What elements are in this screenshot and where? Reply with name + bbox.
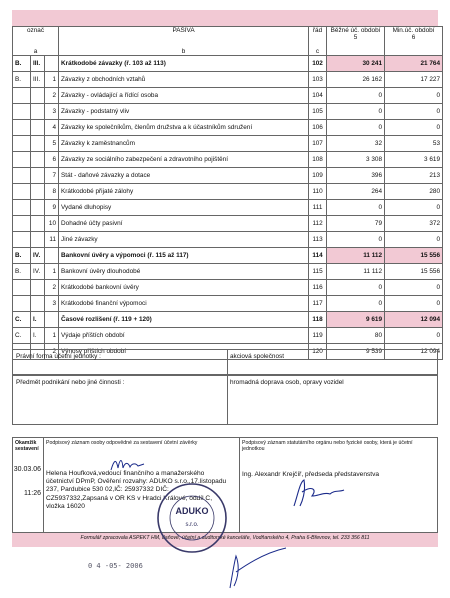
table-row (13, 72, 443, 88)
current-period-value: 264 (327, 184, 385, 200)
business-section (12, 375, 438, 425)
table-row (13, 328, 443, 344)
responsible-text: Helena Houfková,vedoucí finančního a manažerského účetnictví DPmP, Ověření rozvahy: ADUKO s.r.o.,17.listopadu 237, Pardubice 530 02,IČ: 25937332 DIČ: CZ5937332,Zapsaná v OR KS v Hradci Králové, oddíl C, vložka 16020 (46, 470, 227, 510)
business-label: Předmět podnikání nebo jiné činnosti : (16, 379, 125, 386)
row-label: Krátkodobé finanční výpomoci (59, 296, 309, 312)
current-period-value: 32 (327, 136, 385, 152)
previous-period-value: 0 (385, 104, 443, 120)
designation-number: 4 (45, 120, 59, 136)
previous-period-value: 53 (385, 136, 443, 152)
designation-roman (31, 104, 45, 120)
designation-letter (13, 120, 31, 136)
previous-period-value: 17 227 (385, 72, 443, 88)
balance-sheet-page (12, 10, 441, 558)
row-label: Vydané dluhopisy (59, 200, 309, 216)
table-row (13, 280, 443, 296)
current-period-value: 11 112 (327, 248, 385, 264)
designation-number: 1 (45, 328, 59, 344)
row-number: 112 (309, 216, 327, 232)
designation-roman: IV. (31, 264, 45, 280)
business-value: hromadná doprava osob, opravy vozidel (230, 379, 344, 386)
previous-period-value: 15 556 (385, 248, 443, 264)
current-period-value: 0 (327, 280, 385, 296)
current-period-value: 9 619 (327, 312, 385, 328)
row-number: 104 (309, 88, 327, 104)
table-row (13, 216, 443, 232)
designation-number: 11 (45, 232, 59, 248)
designation-roman (31, 280, 45, 296)
table-row (13, 168, 443, 184)
row-number: 111 (309, 200, 327, 216)
row-label: Závazky - podstatný vliv (59, 104, 309, 120)
current-period-value: 0 (327, 88, 385, 104)
designation-letter (13, 280, 31, 296)
designation-letter (13, 136, 31, 152)
row-number: 105 (309, 104, 327, 120)
form-footer: Formulář zpracovala ASPEKT HM, daňové, účetní a auditorské kanceláře, Vodňanského 4, Praha 6-Břevnov, tel. 233 356 811 (80, 535, 370, 541)
row-label: Jiné závazky (59, 232, 309, 248)
row-label: Výdaje příštích období (59, 328, 309, 344)
compile-date: 30.03.06 (13, 466, 41, 473)
table-row (13, 184, 443, 200)
row-label: Výnosy příštích období (59, 344, 309, 360)
previous-period-value: 213 (385, 168, 443, 184)
row-number: 106 (309, 120, 327, 136)
row-number: 116 (309, 280, 327, 296)
moment-label: Okamžik sestavení (15, 440, 39, 452)
legal-form-value: akciová společnost (230, 353, 284, 360)
designation-number: 6 (45, 152, 59, 168)
designation-roman: I. (31, 312, 45, 328)
legal-form-label: Právní forma účetní jednotky : (16, 353, 101, 360)
table-row (13, 152, 443, 168)
row-label: Závazky - ovládající a řídící osoba (59, 88, 309, 104)
statutory-signature (284, 476, 348, 510)
designation-number: 1 (45, 264, 59, 280)
svg-text:s.r.o.: s.r.o. (185, 522, 199, 528)
row-label: Časové rozlišení (ř. 119 + 120) (59, 312, 309, 328)
designation-number: 2 (45, 88, 59, 104)
designation-roman (31, 216, 45, 232)
table-row (13, 232, 443, 248)
previous-period-value: 372 (385, 216, 443, 232)
designation-number: 2 (45, 280, 59, 296)
previous-period-value: 0 (385, 200, 443, 216)
row-number: 107 (309, 136, 327, 152)
designation-number: 5 (45, 136, 59, 152)
liabilities-table (12, 26, 443, 360)
designation-letter (13, 168, 31, 184)
row-label: Bankovní úvěry a výpomoci (ř. 115 až 117) (59, 248, 309, 264)
table-row (13, 104, 443, 120)
designation-letter: B. (13, 248, 31, 264)
row-number: 114 (309, 248, 327, 264)
designation-number (45, 56, 59, 72)
top-pink-band (12, 10, 438, 26)
table-row (13, 200, 443, 216)
previous-period-value: 12 094 (385, 344, 443, 360)
row-label: Bankovní úvěry dlouhodobé (59, 264, 309, 280)
current-period-value: 30 241 (327, 56, 385, 72)
table-row (13, 312, 443, 328)
previous-period-value: 15 556 (385, 264, 443, 280)
designation-roman (31, 152, 45, 168)
current-period-value: 3 308 (327, 152, 385, 168)
designation-roman (31, 136, 45, 152)
designation-number: 10 (45, 216, 59, 232)
svg-text:ADUKO: ADUKO (175, 506, 209, 516)
designation-letter (13, 216, 31, 232)
current-period-value: 9 539 (327, 344, 385, 360)
receipt-date-stamp: 0 4 -05- 2006 (88, 562, 143, 570)
bottom-scribble-signature (210, 546, 290, 592)
moment-column (13, 438, 44, 532)
row-label: Závazky z obchodních vztahů (59, 72, 309, 88)
designation-number: 7 (45, 168, 59, 184)
previous-period-value: 0 (385, 232, 443, 248)
designation-number: 8 (45, 184, 59, 200)
previous-period-value: 0 (385, 280, 443, 296)
row-label: Závazky k zaměstnancům (59, 136, 309, 152)
table-body (13, 56, 443, 360)
statutory-text: Ing. Alexandr Krejčíř, předseda představenstva (242, 471, 380, 478)
previous-period-value: 3 619 (385, 152, 443, 168)
designation-letter (13, 152, 31, 168)
designation-roman (31, 184, 45, 200)
header-current-period: Běžné úč. období 5 (327, 27, 385, 56)
row-label: Závazky ze sociálního zabezpečení a zdravotního pojištění (59, 152, 309, 168)
designation-number: 2 (45, 344, 59, 360)
current-period-value: 79 (327, 216, 385, 232)
table-row (13, 296, 443, 312)
current-period-value: 0 (327, 232, 385, 248)
designation-roman: III. (31, 56, 45, 72)
compile-time: 11:26 (24, 490, 41, 497)
previous-period-value: 280 (385, 184, 443, 200)
row-number: 103 (309, 72, 327, 88)
current-period-value: 396 (327, 168, 385, 184)
row-number: 108 (309, 152, 327, 168)
table-row (13, 56, 443, 72)
designation-letter (13, 232, 31, 248)
previous-period-value: 12 094 (385, 312, 443, 328)
table-row (13, 88, 443, 104)
designation-roman: I. (31, 328, 45, 344)
designation-letter (13, 296, 31, 312)
designation-roman: III. (31, 72, 45, 88)
designation-number (45, 312, 59, 328)
row-label: Krátkodobé závazky (ř. 103 až 113) (59, 56, 309, 72)
row-label: Krátkodobé bankovní úvěry (59, 280, 309, 296)
designation-letter (13, 184, 31, 200)
designation-roman: IV. (31, 248, 45, 264)
row-label: Stát - daňové závazky a dotace (59, 168, 309, 184)
designation-letter: B. (13, 72, 31, 88)
designation-letter: C. (13, 328, 31, 344)
header-designation: označ a (13, 27, 59, 56)
current-period-value: 0 (327, 120, 385, 136)
previous-period-value: 0 (385, 296, 443, 312)
designation-roman (31, 168, 45, 184)
row-label: Dohadné účty pasivní (59, 216, 309, 232)
header-row-number: řád c (309, 27, 327, 56)
table-row (13, 248, 443, 264)
previous-period-value: 0 (385, 88, 443, 104)
row-number: 119 (309, 328, 327, 344)
table-row (13, 120, 443, 136)
designation-number: 9 (45, 200, 59, 216)
row-number: 117 (309, 296, 327, 312)
designation-roman (31, 232, 45, 248)
designation-number: 3 (45, 104, 59, 120)
current-period-value: 0 (327, 296, 385, 312)
designation-letter: B. (13, 264, 31, 280)
header-previous-period: Min.úč. období 6 (385, 27, 443, 56)
designation-letter: B. (13, 56, 31, 72)
designation-number: 3 (45, 296, 59, 312)
statutory-label: Podpisový záznam statutárního orgánu nebo fyzické osoby, která je účetní jednotkou (242, 440, 413, 452)
responsible-signature (108, 454, 148, 476)
responsible-label: Podpisový záznam osoby odpovědné za sestavení účetní závěrky (46, 440, 198, 446)
row-number: 110 (309, 184, 327, 200)
designation-number (45, 248, 59, 264)
designation-number: 1 (45, 72, 59, 88)
row-number: 102 (309, 56, 327, 72)
previous-period-value: 21 764 (385, 56, 443, 72)
designation-roman (31, 296, 45, 312)
current-period-value: 26 162 (327, 72, 385, 88)
designation-letter (13, 200, 31, 216)
legal-form-section (12, 349, 438, 375)
row-label: Závazky ke společníkům, členům družstva a k účastníkům sdružení (59, 120, 309, 136)
designation-roman (31, 88, 45, 104)
designation-roman (31, 200, 45, 216)
designation-letter (13, 88, 31, 104)
current-period-value: 0 (327, 104, 385, 120)
designation-roman (31, 120, 45, 136)
designation-letter: C. (13, 312, 31, 328)
row-number: 120 (309, 344, 327, 360)
row-number: 109 (309, 168, 327, 184)
row-number: 118 (309, 312, 327, 328)
current-period-value: 80 (327, 328, 385, 344)
row-label: Krátkodobé přijaté zálohy (59, 184, 309, 200)
row-number: 115 (309, 264, 327, 280)
header-liabilities: PASIVA b (59, 27, 309, 56)
current-period-value: 11 112 (327, 264, 385, 280)
previous-period-value: 0 (385, 120, 443, 136)
row-number: 113 (309, 232, 327, 248)
designation-letter (13, 104, 31, 120)
previous-period-value: 0 (385, 328, 443, 344)
table-row (13, 136, 443, 152)
table-row (13, 264, 443, 280)
current-period-value: 0 (327, 200, 385, 216)
